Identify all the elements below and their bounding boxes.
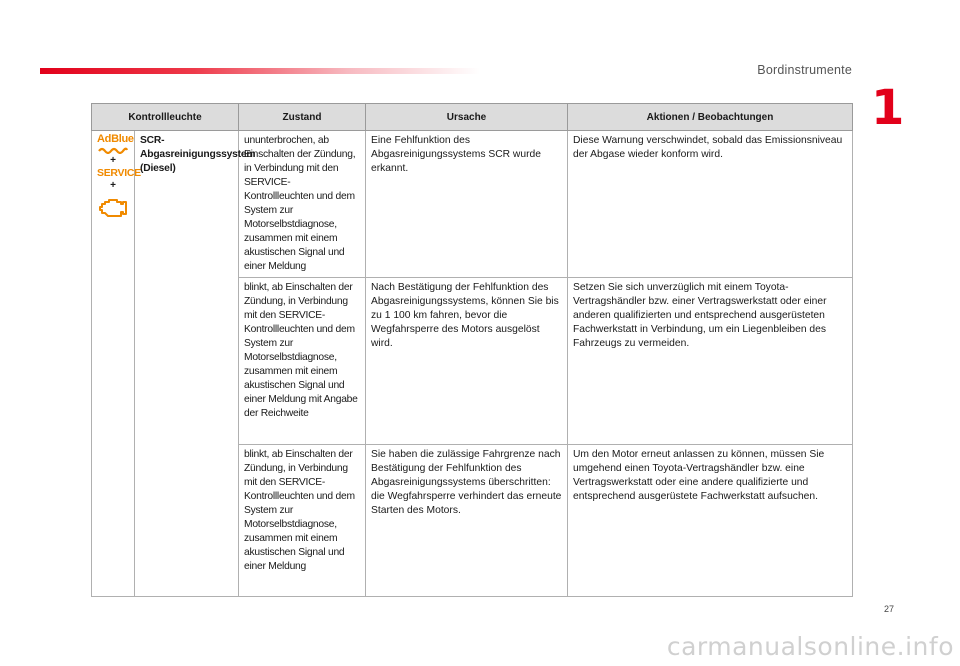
aktion-cell: Setzen Sie sich unverzüglich mit einem Toyota-Vertragshändler bzw. einer Vertragswerkstatt oder einer anderen qualifizierten und entsprechend ausgerüsteten Fachwerkstatt in Verbindung, um ein Liegenbleiben des Fahrzeugs zu vermeiden. (568, 278, 853, 445)
page-number: 27 (884, 604, 895, 614)
zustand-cell: blinkt, ab Einschalten der Zündung, in Verbindung mit den SERVICE-Kontrollleuchten und dem System zur Motorselbstdiagnose, zusammen mit einem akustischen Signal und einer Meldung mit Angabe der Reichweite (239, 278, 366, 445)
column-header-zustand: Zustand (239, 104, 366, 131)
engine-diagnosis-icon (98, 195, 128, 219)
header-accent-bar (40, 68, 480, 74)
ursache-cell: Nach Bestätigung der Fehlfunktion des Abgasreinigungssystems, können Sie bis zu 1 100 km fahren, bevor die Wegfahrsperre des Motors ausgelöst wird. (366, 278, 568, 445)
service-warning-icon: SERVICE (97, 167, 141, 179)
adblue-waves-icon (98, 146, 128, 154)
chapter-number: 1 (871, 80, 905, 136)
section-title: Bordinstrumente (757, 63, 852, 77)
indicator-icons-cell (92, 131, 141, 597)
column-header-ursache: Ursache (366, 104, 568, 131)
ursache-cell: Sie haben die zulässige Fahrgrenze nach Bestätigung der Fehlfunktion des Abgasreinigungssystems überschritten: die Wegfahrsperre verhindert das erneute Starten des Motors. (366, 445, 568, 597)
plus-sign: + (110, 155, 116, 166)
column-header-aktionen: Aktionen / Beobachtungen (568, 104, 853, 131)
aktion-cell: Um den Motor erneut anlassen zu können, müssen Sie umgehend einen Toyota-Vertragshändler bzw. eine Vertragswerkstatt oder eine andere qualifizierte und entsprechend ausgerüstete Fachwerkstatt aufsuchen. (568, 445, 853, 597)
zustand-cell: ununterbrochen, ab Einschalten der Zündung, in Verbindung mit den SERVICE-Kontrollleuchten und dem System zur Motorselbstdiagnose, zusammen mit einem akustischen Signal und einer Meldung (239, 131, 366, 278)
table-header-row (92, 104, 853, 131)
plus-sign: + (110, 180, 116, 191)
adblue-label: AdBlue (97, 133, 134, 145)
ursache-cell: Eine Fehlfunktion des Abgasreinigungssystems SCR wurde erkannt. (366, 131, 568, 278)
adblue-warning-icon (97, 133, 134, 154)
table-row (92, 131, 853, 278)
warning-light-table (91, 103, 853, 597)
column-header-kontrollleuchte: Kontrollleuchte (92, 104, 239, 131)
watermark: carmanualsonline.info (666, 632, 954, 661)
aktion-cell: Diese Warnung verschwindet, sobald das Emissionsniveau der Abgase wieder konform wird. (568, 131, 853, 278)
zustand-cell: blinkt, ab Einschalten der Zündung, in Verbindung mit den SERVICE-Kontrollleuchten und dem System zur Motorselbstdiagnose, zusammen mit einem akustischen Signal und einer Meldung (239, 445, 366, 597)
indicator-name: SCR-Abgasreinigungssystem (Diesel) (135, 131, 239, 597)
